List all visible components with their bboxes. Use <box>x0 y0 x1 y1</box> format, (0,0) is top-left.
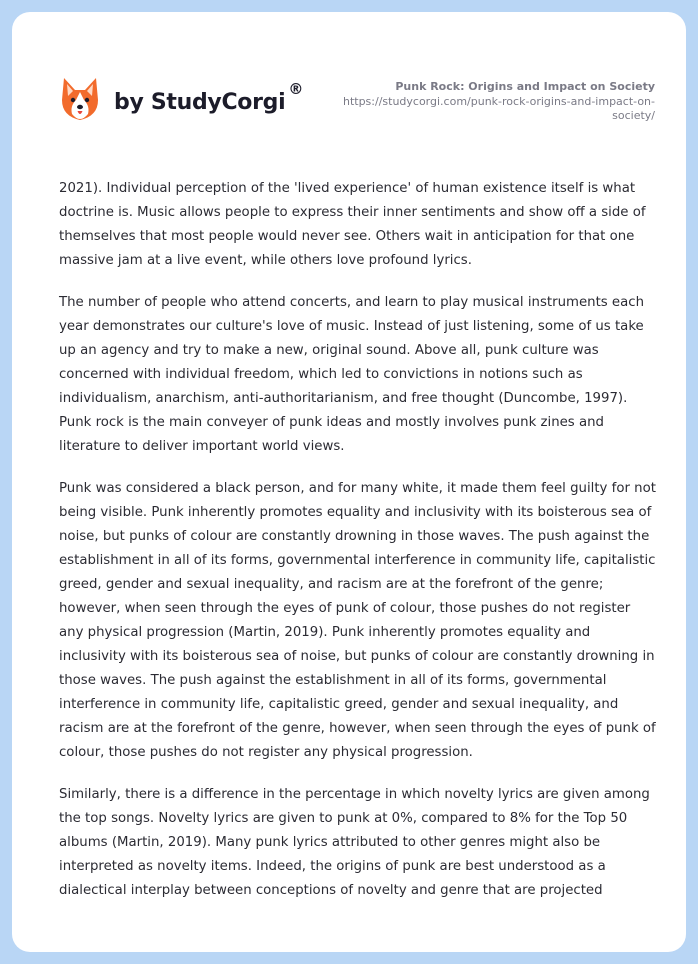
paragraph: The number of people who attend concerts, and learn to play musical instruments each year demonstrates our culture's love of music. Instead of just listening, some of us take up an agency and try to make a new, original sound. Above all, punk culture was concerned with individual freedom, which led to convictions in notions such as individualism, anarchism, anti-authoritarianism, and free thought (Duncombe, 1997). Punk rock is the main conveyer of punk ideas and mostly involves punk zines and literature to deliver important world views. <box>59 295 645 454</box>
document-url[interactable]: https://studycorgi.com/punk-rock-origins-and-impact-on-society/ <box>342 95 655 122</box>
document-page <box>12 12 686 952</box>
document-meta <box>315 79 655 123</box>
registered-mark: ® <box>288 80 304 98</box>
corgi-icon <box>60 76 100 122</box>
paragraph: 2021). Individual perception of the 'lived experience' of human existence itself is what doctrine is. Music allows people to express their inner sentiments and show off a side of themselves that most people would never see. Others wait in anticipation for that one massive jam at a live event, while others love profound lyrics. <box>59 181 646 268</box>
document-body <box>59 177 657 921</box>
document-title: Punk Rock: Origins and Impact on Society <box>395 80 655 93</box>
paragraph: Punk was considered a black person, and for many white, it made them feel guilty for not being visible. Punk inherently promotes equality and inclusivity with its boisterous sea of noise, but punks of colour are constantly drowning in those waves. The push against the establishment in all of its forms, governmental interference in community life, capitalistic greed, gender and sexual inequality, and racism are at the forefront of the genre; however, when seen through the eyes of punk of colour, those pushes do not register any physical progression (Martin, 2019). Punk inherently promotes equality and inclusivity with its boisterous sea of noise, but punks of colour are constantly drowning in those waves. The push against the establishment in all of its forms, governmental interference in community life, capitalistic greed, gender and sexual inequality, and racism are at the forefront of the genre, however, when seen through the eyes of punk of colour, those pushes do not register any physical progression. <box>59 481 656 760</box>
paragraph: Similarly, there is a difference in the percentage in which novelty lyrics are given among the top songs. Novelty lyrics are given to punk at 0%, compared to 8% for the Top 50 albums (Martin, 2019). Many punk lyrics attributed to other genres might also be interpreted as novelty items. Indeed, the origins of punk are best understood as a dialectical interplay between conceptions of novelty and genre that are projected <box>59 787 650 898</box>
brand-name: by StudyCorgi <box>114 89 286 115</box>
studycorgi-logo[interactable] <box>60 76 303 122</box>
